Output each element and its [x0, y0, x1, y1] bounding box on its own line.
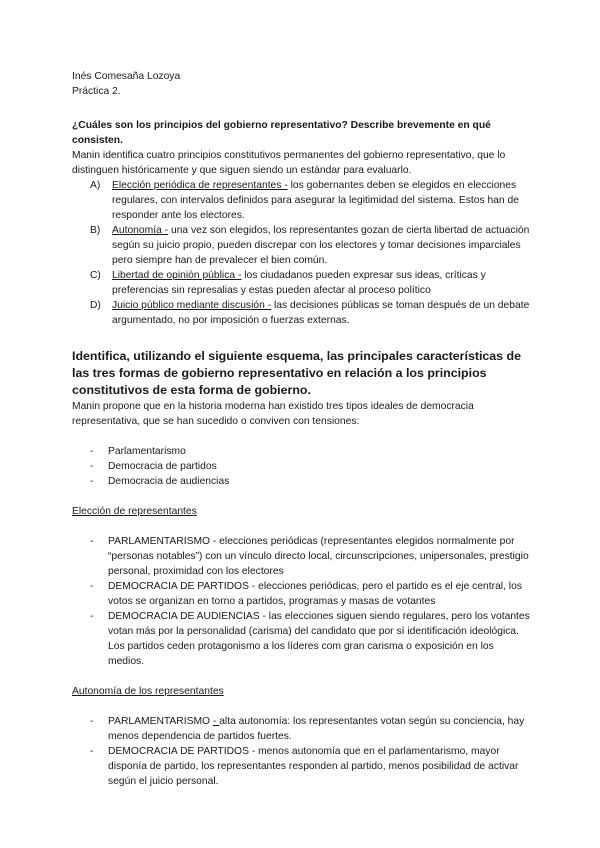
term-separator: - — [237, 270, 242, 281]
principle-term: Elección periódica de representantes — [112, 180, 285, 191]
term-separator: - — [267, 300, 272, 311]
item-label: DEMOCRACIA DE PARTIDOS — [108, 581, 249, 592]
item-text: - elecciones periódicas (representantes elegidos normalmente por “personas notables”) con un vínculo directo local, circunscripciones, unipersonales, prestigio personal, proximidad con los electores — [108, 536, 529, 577]
list-item — [72, 609, 530, 669]
list-item — [72, 474, 530, 489]
form-name: Democracia de partidos — [108, 461, 217, 472]
item-label: PARLAMENTARISMO — [108, 536, 211, 547]
item-text: - elecciones periódicas, pero el partido es el eje central, los votos se organizan en torno a partidos, programas y masas de votantes — [108, 581, 522, 607]
principle-text: los ciudadanos pueden expresar sus ideas, críticas y preferencias sin represalias y estas pueden afectar al proceso político — [112, 270, 486, 296]
item-text: alta autonomía: los representantes votan según su conciencia, hay menos dependencia de partidos fuertes. — [108, 716, 525, 742]
dash-marker: - — [90, 716, 94, 727]
item-label: DEMOCRACIA DE PARTIDOS — [108, 746, 249, 757]
dash-marker: - — [90, 476, 94, 487]
principle-item — [72, 178, 530, 223]
dash-marker: - — [90, 611, 94, 622]
list-item — [72, 744, 530, 789]
question-1-title: ¿Cuáles son los principios del gobierno representativo? Describe brevemente en qué consisten. — [72, 120, 491, 146]
term-separator: - — [284, 180, 288, 191]
dash-marker: - — [90, 746, 94, 757]
practice-label: Práctica 2. — [72, 86, 121, 97]
question-1-intro: Manin identifica cuatro principios constitutivos permanentes del gobierno representativo, que lo distinguen históricamente y que siguen siendo un estándar para evaluarlo. — [72, 150, 506, 176]
list-marker: B) — [90, 225, 101, 236]
principle-item — [72, 298, 530, 328]
list-item — [72, 459, 530, 474]
question-2-intro: Manin propone que en la historia moderna han existido tres tipos ideales de democracia representativa, que se han sucedido o conviven con tensiones: — [72, 401, 474, 427]
principle-text: los gobernantes deben se elegidos en elecciones regulares, con intervalos definidos para asegurar la legitimidad del sistema. Estos han de responder ante los electores. — [112, 180, 519, 221]
forms-list — [72, 444, 530, 489]
autonomy-heading: Autonomía de los representantes — [72, 686, 224, 697]
question-2-title: Identifica, utilizando el siguiente esquema, las principales características de las tres formas de gobierno representativo en relación a los principios constitutivos de esta forma de gobierno. — [72, 349, 521, 397]
list-item — [72, 714, 530, 744]
list-item — [72, 579, 530, 609]
dash-marker: - — [90, 446, 94, 457]
election-heading: Elección de representantes — [72, 506, 197, 517]
form-name: Democracia de audiencias — [108, 476, 230, 487]
item-text: - menos autonomía que en el parlamentarismo, mayor disponía de partido, los representantes responden al partido, menos posibilidad de activar según el juicio personal. — [108, 746, 519, 787]
list-item — [72, 444, 530, 459]
principle-item — [72, 268, 530, 298]
principle-item — [72, 223, 530, 268]
principles-list — [72, 178, 530, 328]
list-marker: A) — [90, 180, 101, 191]
election-list — [72, 534, 530, 669]
dash-marker: - — [90, 581, 94, 592]
principle-text: las decisiones públicas se toman después de un debate argumentado, no por imposición o fuerzas externas. — [112, 300, 530, 326]
item-text: - las elecciones siguen siendo regulares, pero los votantes votan más por la personalidad (carisma) del candidato que por sí identificación ideológica. Los partidos ceden protagonismo a los líderes com gran carisma o exposición en los medios. — [108, 611, 530, 667]
author-name: Inés Comesaña Lozoya — [72, 71, 181, 82]
item-label: DEMOCRACIA DE AUDIENCIAS — [108, 611, 260, 622]
item-separator: - — [212, 716, 220, 727]
principle-term: Libertad de opinión pública — [112, 270, 238, 281]
principle-text: una vez son elegidos, los representantes gozan de cierta libertad de actuación según su juicio propio, pueden discrepar con los electores y tomar decisiones imparciales pero siempre han de prevalecer el bien común. — [112, 225, 530, 266]
principle-term: Autonomía — [112, 225, 165, 236]
list-marker: D) — [90, 300, 101, 311]
form-name: Parlamentarismo — [108, 446, 186, 457]
document-page — [72, 69, 530, 789]
item-label: PARLAMENTARISMO — [108, 716, 213, 727]
principle-term: Juicio público mediante discusión — [112, 300, 268, 311]
dash-marker: - — [90, 536, 94, 547]
dash-marker: - — [90, 461, 94, 472]
autonomy-list — [72, 714, 530, 789]
list-marker: C) — [90, 270, 101, 281]
term-separator: - — [164, 225, 169, 236]
list-item — [72, 534, 530, 579]
